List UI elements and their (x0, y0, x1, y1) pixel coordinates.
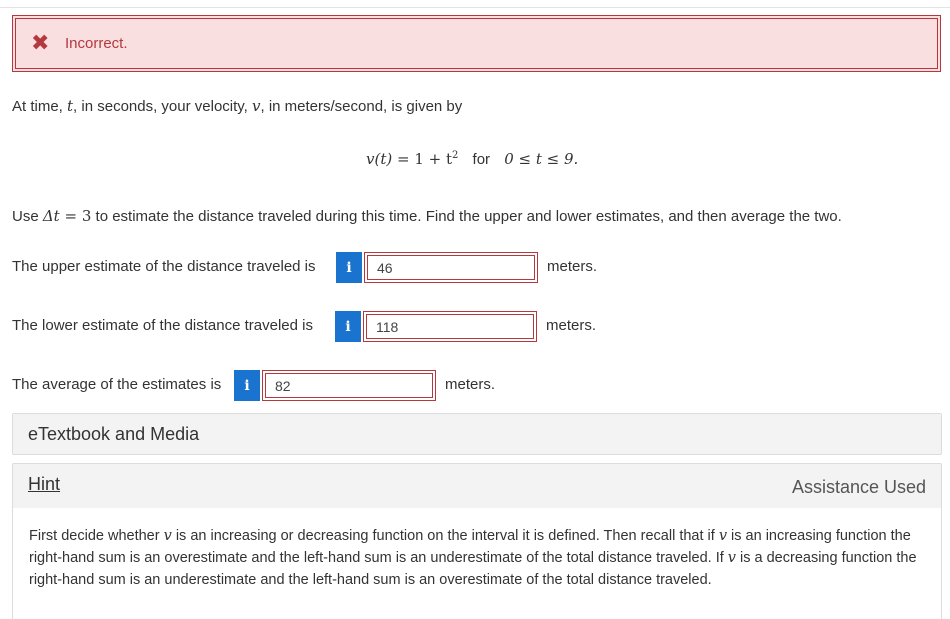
velocity-formula (366, 150, 578, 168)
intro-part: , in meters/second, is given by (260, 98, 463, 115)
close-icon: ✖ (31, 30, 50, 56)
hint-link[interactable]: Hint (28, 474, 61, 494)
intro-part: , in seconds, your velocity, (73, 98, 253, 115)
hint-panel (12, 463, 942, 509)
average-unit: meters. (445, 376, 496, 393)
upper-estimate-label: The upper estimate of the distance traveled is (12, 258, 316, 275)
alert-message: Incorrect. (65, 35, 128, 52)
instruction-text (12, 207, 842, 225)
info-icon[interactable]: i (335, 311, 361, 342)
upper-estimate-input[interactable]: 46 (364, 252, 538, 283)
delta-t-value: = 3 (59, 207, 92, 225)
formula-range: 0 ≤ t ≤ 9. (504, 150, 579, 168)
formula-rhs: = 1 + t (392, 150, 452, 168)
intro-text (12, 97, 462, 115)
hint-part: is an increasing function the right-hand sum is an overestimate and the left-hand sum is an underestimate of the total distance traveled. If (29, 528, 911, 566)
hint-part: is an increasing or decreasing function on the interval it is defined. Then recall that if (171, 528, 719, 544)
var-v: v (718, 528, 728, 544)
incorrect-alert (12, 15, 941, 72)
instruction-part: to estimate the distance traveled during this time. Find the upper and lower estimates, and then average the two. (91, 208, 842, 225)
lower-estimate-input[interactable]: 118 (363, 311, 537, 342)
hint-text (29, 525, 919, 591)
instruction-part: Use (12, 208, 43, 225)
info-icon[interactable]: i (234, 370, 260, 401)
var-v: v (252, 97, 261, 115)
var-v: v (727, 550, 736, 566)
formula-for: for (472, 151, 491, 168)
var-t: t (67, 97, 74, 115)
assistance-used-label: Assistance Used (791, 477, 926, 497)
lower-estimate-unit: meters. (546, 317, 597, 334)
average-label: The average of the estimates is (12, 376, 222, 393)
formula-lhs: v(t) (366, 150, 393, 168)
lower-estimate-label: The lower estimate of the distance traveled is (12, 317, 313, 334)
hint-part: is a decreasing function the right-hand sum is an underestimate and the left-hand sum is an overestimate of the total distance traveled. (29, 550, 917, 588)
delta-t: Δt (42, 207, 60, 225)
info-icon[interactable]: i (336, 252, 362, 283)
average-input[interactable]: 82 (262, 370, 436, 401)
upper-estimate-unit: meters. (547, 258, 598, 275)
intro-part: At time, (12, 98, 68, 115)
formula-exponent: 2 (452, 150, 459, 161)
top-divider (0, 7, 950, 8)
etextbook-panel[interactable] (12, 413, 942, 455)
hint-part: First decide whether (29, 528, 164, 544)
var-v: v (163, 528, 172, 544)
hint-body (12, 508, 942, 619)
etextbook-title[interactable]: eTextbook and Media (28, 424, 200, 444)
